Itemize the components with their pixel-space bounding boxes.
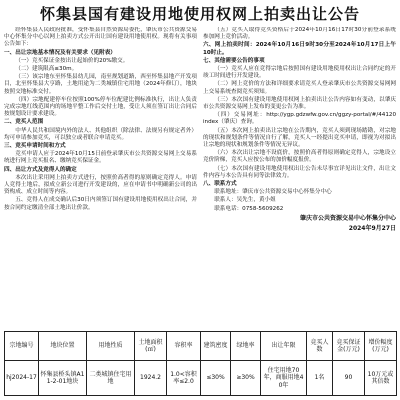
table-header-row	[5, 332, 397, 361]
signoff-date: 2024年9月27日	[348, 224, 396, 232]
table-cell: 怀集县桥头镇A11-2-01地块	[39, 361, 87, 396]
notice-paragraph: （二）建筑限高≤30m。	[15, 66, 78, 73]
notice-column-right	[203, 27, 396, 327]
notice-title: 怀集县国有建设用地使用权网上拍卖出让公告	[39, 5, 360, 23]
notice-paragraph: 本次出让采用网上拍卖方式进行，按照价高者得的原则确定竞得人。申请人竞得土地后，拟成立新公司进行开发建设的，应在申请书中明确新公司的出资构成、成立时间等内容。	[4, 174, 197, 196]
table-cell: 1.0<容积率≤2.0	[167, 361, 201, 396]
notice-paragraph: （一）竞买人应在竞得宗地后按照国有建设用地使用权出让合同约定的开竣工时间进行开发建设。	[203, 66, 396, 80]
notice-paragraph: 中华人民共和国境内外的法人、其他组织（除法律、法规另有规定者外）均可申请参加竞买，可以独立或者联合申请竞买。	[4, 127, 197, 141]
table-header-cell: 竞买保证金(万元)	[333, 332, 365, 361]
table-cell: 90	[333, 361, 365, 396]
notice-paragraph: 八、联系方式	[203, 181, 237, 188]
notice-paragraph: 五、竞得人在成交确认后30日内须签订国有建设用地使用权出让合同，并按合同约定缴清全部土地出让价款。	[4, 197, 197, 211]
notice-paragraph: （五）竞买人取得竞买资格后于2024年10月16日17时30分前登录系统参加网上竞价活动。	[203, 27, 396, 41]
table-cell: 二类城镇住宅用地	[87, 361, 135, 396]
table-header-cell: 绿地率	[231, 332, 261, 361]
table-cell: ≥30%	[231, 361, 261, 396]
table-header-cell: 出让年限	[261, 332, 307, 361]
table-cell: 10万元或其倍数	[365, 361, 397, 396]
table-row	[5, 361, 397, 396]
notice-paragraph: 二、竞买人范围	[4, 119, 44, 126]
table-header-cell: 土地面积(㎡)	[135, 332, 167, 361]
table-header-cell: 增价幅度(万元)	[365, 332, 397, 361]
notice-paragraph: （一）竞买保证金按出让起始价的20%缴交。	[15, 57, 129, 64]
table-cell: 1名	[307, 361, 333, 396]
notice-paragraph: 一、出让宗地基本情况及有关要求（见附表）	[4, 49, 116, 56]
notice-paragraph: （三）该宗地东至怀集县幼儿园，南至规划道路，西至怀集县地产开发项目，北至怀集县大亨路，土地用途为二类城镇住宅用地（2024年修订），地块按照交地标准交付。	[4, 74, 197, 95]
notice-paragraph: （六）本次出让宗地不设底价，按照价高者得原则确定竞得人，宗地设立竞价阶梯，竞买人应按公布的加价幅度报价。	[203, 150, 396, 164]
table-header-cell: 地块位置	[39, 332, 87, 361]
notice-body	[4, 27, 396, 327]
notice-paragraph: （四）交易网址：http://ygp.gdzwfw.gov.cn/ggzy-portal/#/44120 index（肇庆）查询。	[203, 112, 396, 126]
signoff-org: 肇庆市公共资源交易中心怀集分中心	[299, 214, 396, 222]
notice-paragraph: 三、竞买申请时间和方式	[4, 143, 66, 150]
contact-address: 联系地址：肇庆市公共资源交易中心怀集分中心	[214, 189, 332, 196]
notice-paragraph: （三）本次国有建设用地使用权网上拍卖出让公告内容如有变动，以肇庆市公共资源交易网上发布的变更公告为准。	[203, 96, 396, 111]
notice-paragraph: 竞买申请人应于2024年10月15日前登录肇庆市公共资源交易网上交易系统进行网上竞买报名、缴纳竞买保证金。	[4, 151, 197, 165]
contact-phone: 联系电话：0758-5609262	[214, 205, 284, 212]
notice-paragraph: 六、网上拍卖时间：2024年10月16日9时30分至2024年10月17日上午10时止。	[203, 42, 396, 56]
notice-paragraph: 七、其他需要公告的事项	[203, 57, 265, 64]
notice-paragraph: （五）本次网上拍卖出让宗地在公告期内，竞买人须到现场踏勘，对宗地的现状和规划条件等情况自行了解，竞买人一经提出竞买申请，即视为对拟出让宗地的现状和规划条件等情况无异议。	[203, 127, 396, 149]
notice-paragraph: （四）宗地配建停车位按照100%停车位配建比例标准执行，出让人负责完成宗地红线范围内的场地平整工作后交付土地，受让人须在签订出让合同后按规划设计要求建设。	[4, 96, 197, 118]
table-cell: 住宅用地70年，商服用地40年	[261, 361, 307, 396]
parcel-table	[4, 331, 397, 396]
notice-paragraph: 经怀集县人民政府批准，受怀集县自然资源局委托，肇庆市公共资源交易中心怀集分中心以网上拍卖方式公开出让国有建设用地使用权。现将有关事项公告如下：	[4, 27, 197, 48]
notice-column-left	[4, 27, 197, 327]
table-header-cell: 用地性质	[87, 332, 135, 361]
table-cell: ≤30%	[201, 361, 231, 396]
table-header-cell: 竞买人数	[307, 332, 333, 361]
notice-paragraph: （二）网上竞价的方法和详细要求请竞买人登录肇庆市公共资源交易网网上交易系统查阅竞买须知。	[203, 81, 396, 95]
contact-person: 联系人：吴先生，黄小姐	[214, 197, 276, 204]
notice-paragraph: （七）本次国有建设用地使用权出让公告未尽事宜详见出让文件，出让文件内容与本公告具有同等法律效力。	[203, 165, 396, 179]
table-cell: hj2024-17	[5, 361, 39, 396]
table-header-cell: 宗地编号	[5, 332, 39, 361]
table-cell: 1924.2	[135, 361, 167, 396]
table-header-cell: 建筑密度	[201, 332, 231, 361]
table-header-cell: 容积率	[167, 332, 201, 361]
notice-paragraph: 四、出让方式及竞得人的确定	[4, 166, 77, 173]
